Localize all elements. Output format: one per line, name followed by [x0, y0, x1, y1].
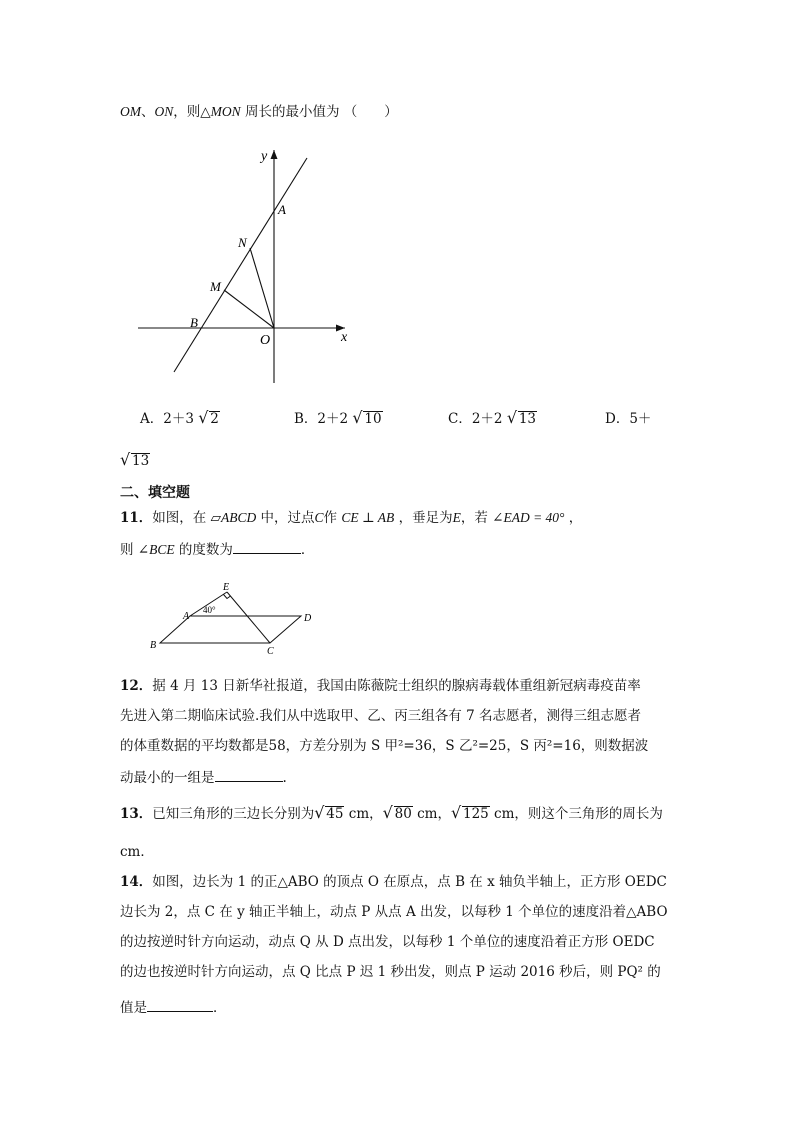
label-x: x: [341, 330, 348, 345]
q10-mid: ，则△: [173, 104, 211, 120]
q12-line4: 动最小的一组是 .: [120, 767, 287, 787]
sqrt-icon: √ 80: [382, 803, 412, 822]
sqrt-icon: √ 13: [120, 450, 150, 469]
q14-answer-blank[interactable]: [147, 997, 213, 1012]
q11-figure: [145, 578, 325, 658]
segment-on: [250, 248, 274, 328]
q10-om: OM: [120, 104, 141, 119]
sqrt-icon: √ 2: [198, 408, 219, 427]
fig-label-b: B: [150, 640, 157, 651]
label-n: N: [238, 235, 247, 250]
q13-line2: cm．: [120, 844, 154, 860]
sqrt-icon: √ 45: [314, 803, 344, 822]
q12-line1: 12．据 4 月 13 日新华社报道，我国由陈薇院士组织的腺病毒载体重组新冠病毒疫苗率: [120, 678, 641, 694]
sqrt-icon: √ 125: [450, 803, 489, 822]
parallelogram-abcd: [160, 616, 301, 643]
label-y: y: [261, 149, 268, 164]
q14-line4: 的边也按逆时针方向运动，点 Q 比点 P 迟 1 秒出发，则点 P 运动 2016 秒后，则 PQ² 的: [120, 964, 661, 980]
q13-number: 13．: [120, 806, 153, 822]
q12-line2: 先进入第二期临床试验.我们从中选取甲、乙、丙三组各有 7 名志愿者，测得三组志愿者: [120, 708, 641, 724]
fig-label-e: E: [223, 582, 230, 593]
q12-number: 12．: [120, 678, 153, 694]
q11-answer-blank[interactable]: [233, 539, 301, 554]
fig-label-a: A: [183, 611, 190, 622]
q10-option-a[interactable]: A．2＋3 √ 2: [140, 408, 219, 427]
y-axis-arrow-icon: [271, 150, 278, 159]
line-ab: [174, 158, 307, 372]
label-b: B: [190, 315, 198, 330]
q14-number: 14．: [120, 874, 153, 890]
q10-post: 周长的最小值为 （ ）: [240, 104, 398, 120]
fig-label-d: D: [304, 613, 312, 624]
q14-line5: 值是 ．: [120, 997, 227, 1017]
segment-om: [224, 290, 274, 328]
q10-option-c[interactable]: C．2＋2 √ 13: [448, 408, 537, 427]
q11-line2: 则 ∠BCE 的度数为 ．: [120, 539, 314, 559]
sqrt-icon: √ 10: [352, 408, 382, 427]
label-a: A: [278, 202, 286, 217]
q10-graph: [130, 140, 360, 390]
q10-option-d-sqrt: [120, 452, 150, 470]
section-title: 二、填空题: [120, 485, 190, 501]
q13-line1: 13．已知三角形的三边长分别为 √ 45 cm， √ 80 cm， √ 125 cm，则这个三角形的周长为: [120, 803, 663, 822]
label-o: O: [260, 333, 271, 348]
q14-line3: 的边按逆时针方向运动，动点 Q 从 D 点出发，以每秒 1 个单位的速度沿着正方形 OEDC: [120, 934, 655, 950]
line-ec: [227, 592, 270, 643]
label-m: M: [210, 279, 221, 294]
q10-on: ON: [154, 104, 174, 119]
q12-answer-blank[interactable]: [215, 767, 283, 782]
q10-option-d[interactable]: D．5＋: [605, 411, 652, 427]
q10-mon: MON: [210, 104, 241, 119]
q12-line3: 的体重数据的平均数都是58，方差分别为 S 甲²=36，S 乙²=25，S 丙²=16，则数据波: [120, 738, 649, 754]
q11-number: 11．: [120, 510, 153, 526]
fig-label-c: C: [267, 646, 274, 657]
q11-line1: 11．如图，在 ▱ABCD 中，过点C作 CE ⊥ AB ，垂足为E，若 ∠EAD = 40° ，: [120, 510, 583, 526]
q10-stem: [120, 103, 398, 121]
q10-option-b[interactable]: B．2＋2 √ 10: [294, 408, 382, 427]
q10-sep: 、: [141, 104, 155, 120]
q14-line2: 边长为 2，点 C 在 y 轴正半轴上，动点 P 从点 A 出发，以每秒 1 个单位的速度沿着△ABO: [120, 904, 668, 920]
q14-line1: 14．如图，边长为 1 的正△ABO 的顶点 O 在原点，点 B 在 x 轴负半轴上，正方形 OEDC: [120, 874, 667, 890]
fig-label-angle: 40°: [203, 605, 216, 615]
sqrt-icon: √ 13: [506, 408, 537, 427]
